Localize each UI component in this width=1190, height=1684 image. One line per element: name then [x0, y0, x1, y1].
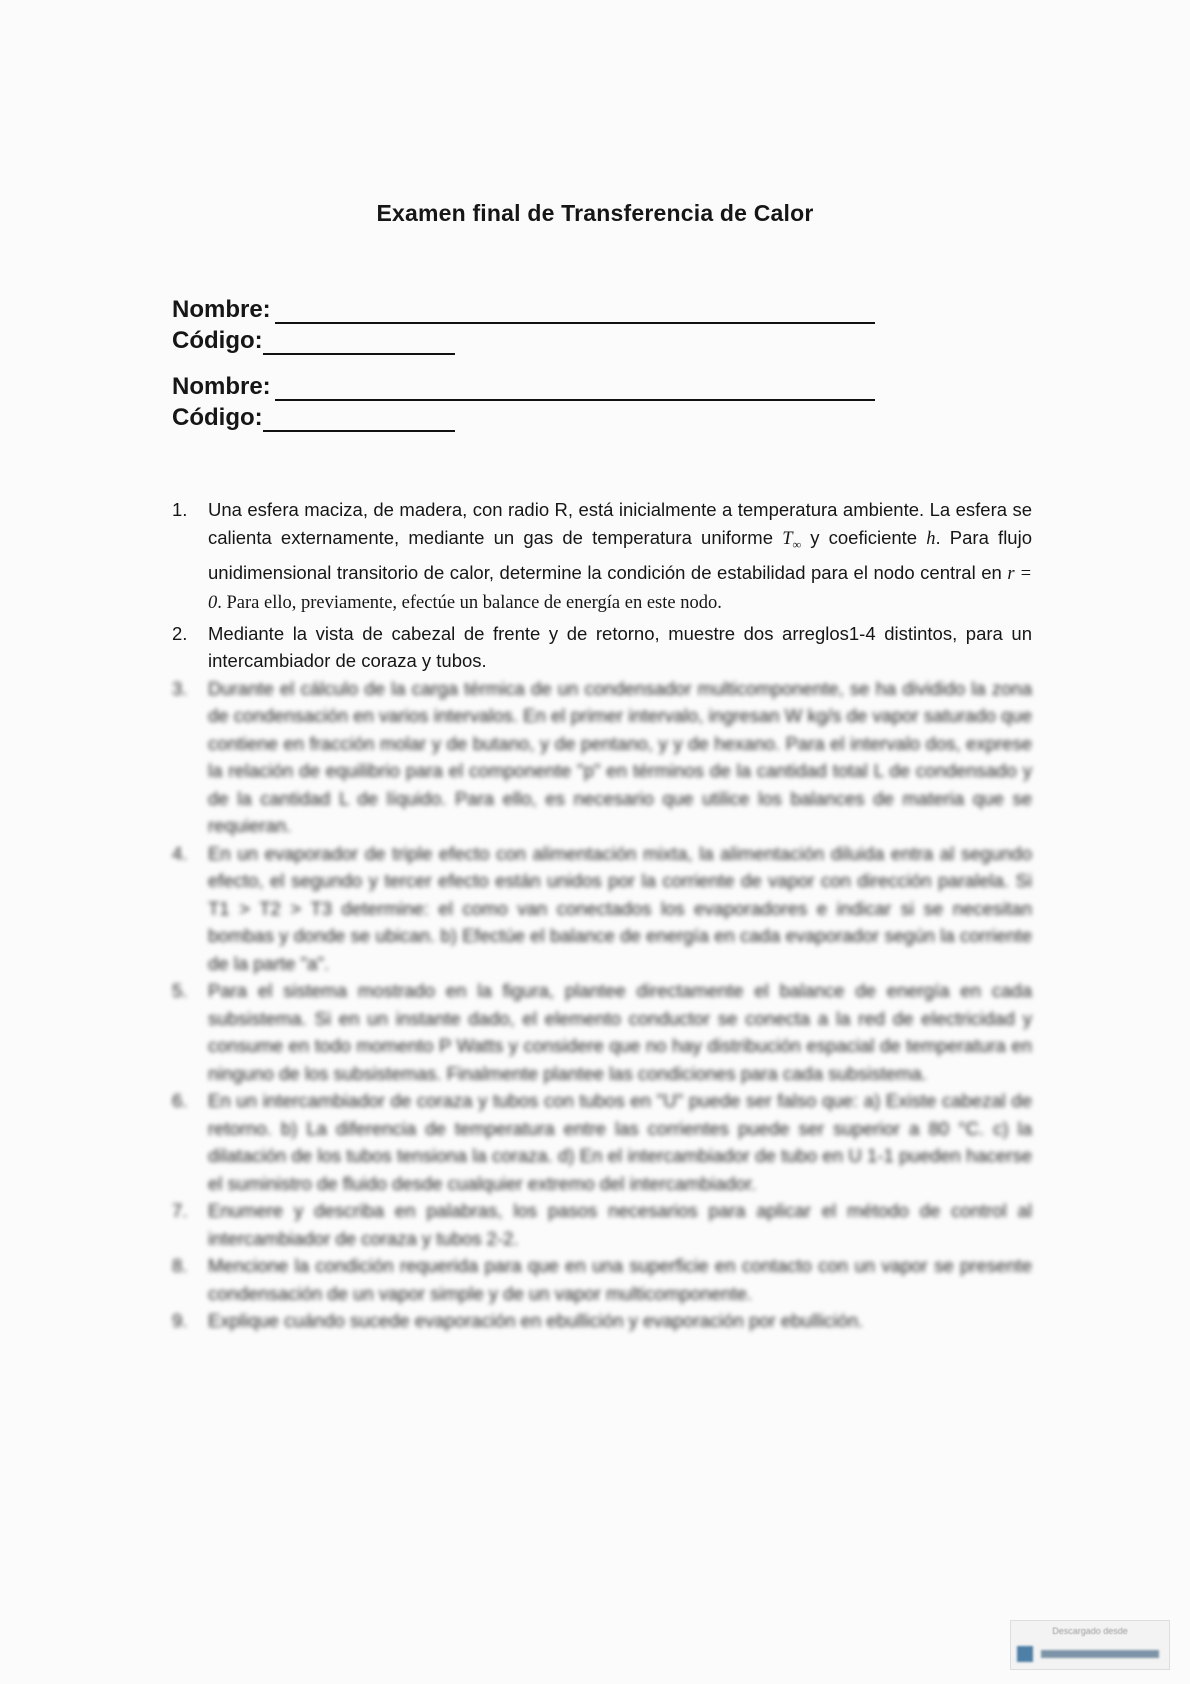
question-text: Para el sistema mostrado en la figura, plantee directamente el balance de energía en cada subsistema. Si en un instante dado, el elemento conductor se conecta a la red de electricidad y consume en todo momento P Watts y considere que no hay distribución espacial de temperatura en ninguno de los subsistemas. Finalmente plantee las condiciones para cada subsistema. [208, 980, 1032, 1084]
question-text: Una esfera maciza, de madera, con radio R, está inicialmente a temperatura ambiente. La esfera se calienta externamente, mediante un gas de temperatura uniforme [208, 499, 1032, 548]
t-infinity-symbol: T [782, 528, 793, 549]
question-number: 1. [172, 499, 188, 520]
download-watermark [1010, 1620, 1170, 1670]
question-text: En un intercambiador de coraza y tubos con tubos en "U" puede ser falso que: a) Existe cabezal de retorno. b) La diferencia de temperatura entre las corrientes puede ser superior a 80 °C. c) la dilatación de los tubos tensiona la coraza. d) En el intercambiador de tubo en U 1-1 pueden hacerse el suministro de fluido desde cualquier extremo del intercambiador. [208, 1090, 1032, 1194]
nombre-line-2 [275, 377, 875, 401]
question-8 [172, 1252, 1032, 1307]
infinity-subscript: ∞ [792, 537, 802, 552]
question-number: 6. [172, 1090, 188, 1112]
watermark-logo-bar [1041, 1650, 1159, 1658]
question-1 [172, 496, 1032, 618]
question-number: 2. [172, 622, 188, 644]
question-2 [172, 620, 1032, 675]
question-number: 4. [172, 842, 188, 864]
nombre-label-1: Nombre: [172, 296, 271, 323]
watermark-logo [1017, 1645, 1163, 1663]
nombre-field-1 [172, 296, 875, 326]
question-text: Enumere y describa en palabras, los pasos necesarios para aplicar el método de control al intercambiador de coraza y tubos 2-2. [208, 1200, 1032, 1249]
exam-title: Examen final de Transferencia de Calor [376, 200, 814, 226]
question-text-after-h: . Para flujo unidimensional transitorio de calor, determine la condición de estabilidad para el nodo central en [208, 526, 1032, 583]
nombre-line-1 [275, 300, 875, 324]
question-text: Mencione la condición requerida para que en una superficie en contacto con un vapor se presente condensación de un vapor simple y de un vapor multicomponente. [208, 1255, 1032, 1304]
question-number: 9. [172, 1310, 188, 1332]
question-5 [172, 977, 1032, 1087]
watermark-text: Descargado desde [1052, 1626, 1128, 1636]
question-number: 8. [172, 1255, 188, 1277]
question-7 [172, 1197, 1032, 1252]
nombre-field-2 [172, 373, 875, 403]
question-text-mid: y coeficiente [801, 526, 927, 548]
question-number: 3. [172, 677, 188, 699]
codigo-line-1 [263, 331, 455, 355]
nombre-label-2: Nombre: [172, 373, 271, 400]
codigo-line-2 [263, 408, 455, 432]
question-text: Durante el cálculo de la carga térmica de un condensador multicomponente, se ha dividido la zona de condensación en varios intervalos. En el primer intervalo, ingresan W kg/s de vapor saturado que contiene en fracción molar y de butano, y de pentano, y y de hexano. Para el intervalo dos, exprese la relación de equilibrio para el componente "p" en términos de la cantidad total L de condensado y de la cantidad L de líquido. Para ello, es necesario que utilice los balances de materia que se requieran. [208, 677, 1032, 837]
codigo-field-2 [172, 404, 455, 434]
question-text: Mediante la vista de cabezal de frente y de retorno, muestre dos arreglos1-4 distintos, para un intercambiador de coraza y tubos. [208, 622, 1032, 672]
h-symbol: h [926, 528, 936, 549]
question-4 [172, 840, 1032, 978]
question-number: 7. [172, 1200, 188, 1222]
r-equation: r = 0 [208, 563, 1033, 614]
codigo-label-2: Código: [172, 404, 263, 431]
blurred-questions [172, 675, 1032, 1335]
question-6 [172, 1087, 1032, 1197]
question-list [172, 496, 1032, 1335]
question-text: Explique cuándo sucede evaporación en ebullición y evaporación por ebullición. [208, 1310, 864, 1332]
question-number: 5. [172, 980, 188, 1002]
question-3 [172, 675, 1032, 840]
codigo-field-1 [172, 327, 455, 357]
question-text: En un evaporador de triple efecto con alimentación mixta, la alimentación diluida entra al segundo efecto, el segundo y tercer efecto están unidos por la corriente de vapor con dirección paralela. Si T1 > T2 > T3 determine: el como van conectados los evaporadores e indicar si se necesitan bombas y donde se ubican. b) Efectúe el balance de energía en cada evaporador según la corriente de la parte "a". [208, 842, 1032, 974]
question-9 [172, 1307, 1032, 1335]
watermark-logo-icon [1017, 1646, 1033, 1662]
codigo-label-1: Código: [172, 327, 263, 354]
question-text-tail: . Para ello, previamente, efectúe un balance de energía en este nodo. [217, 593, 722, 614]
